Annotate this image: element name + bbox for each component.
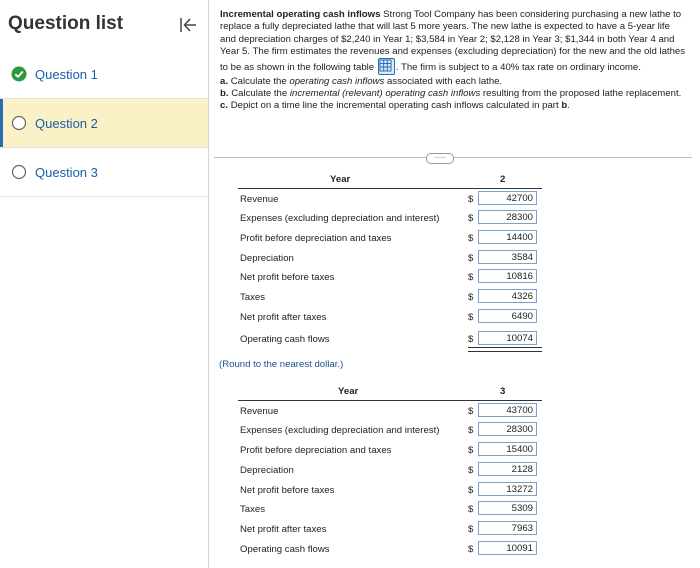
table-row: Operating cash flows $ 10091: [238, 539, 542, 558]
answer-input[interactable]: 10091: [478, 541, 537, 555]
table-row: Operating cash flows $ 10074: [238, 329, 542, 348]
answer-input[interactable]: 10074: [478, 331, 537, 345]
cash-flow-table-year-3: [238, 386, 542, 566]
data-table-icon[interactable]: [378, 58, 395, 75]
divider: [0, 196, 208, 197]
table-row: Net profit before taxes $ 13272: [238, 480, 542, 499]
question-2-item[interactable]: [0, 99, 208, 147]
part-c: c. Depict on a time line the incremental operating cash inflows calculated in part b.: [220, 100, 570, 112]
table-row: Net profit after taxes $ 7963: [238, 519, 542, 538]
answer-input[interactable]: 7963: [478, 521, 537, 535]
table-row: Net profit before taxes $ 10816: [238, 267, 542, 286]
year-label: Year: [338, 386, 359, 397]
check-icon: [11, 66, 27, 82]
table-row: Profit before depreciation and taxes $ 15400: [238, 440, 542, 459]
cash-flow-table-year-2: [238, 174, 542, 349]
part-a: a. Calculate the operating cash inflows associated with each lathe.: [220, 75, 503, 87]
expand-button[interactable]: ····: [426, 153, 454, 164]
sidebar-title: Question list: [8, 13, 124, 34]
radio-empty-icon: [11, 164, 27, 180]
answer-input[interactable]: 4326: [478, 289, 537, 303]
answer-input[interactable]: 10816: [478, 269, 537, 283]
answer-input[interactable]: 28300: [478, 422, 537, 436]
question-3-item[interactable]: [0, 148, 208, 196]
table-header: [238, 386, 542, 401]
answer-input[interactable]: 3584: [478, 250, 537, 264]
problem-intro: Strong Tool Company has been considering purchasing a new lathe to replace a fully depreciated lathe that will last 5 more years. The new lathe is expected to have a 5-year life and depreciation charges of $2,240 in Year 1; $3,584 in Year 2; $2,128 in Year 3; $1,344 in both Year 4 and Year 5. The firm estimates the revenues and expenses (excluding depreciation) for the new and the old lathes to be as shown in the following table: [220, 9, 686, 73]
answer-input[interactable]: 15400: [478, 442, 537, 456]
table-row: Expenses (excluding depreciation and interest) $ 28300: [238, 208, 542, 227]
rounding-note: (Round to the nearest dollar.): [219, 359, 344, 370]
problem-intro-after: . The firm is subject to a 40% tax rate on ordinary income.: [395, 61, 641, 73]
answer-input[interactable]: 6490: [478, 309, 537, 323]
table-header: [238, 174, 542, 189]
table-row: Taxes $ 5309: [238, 499, 542, 518]
question-3-label: Question 3: [35, 164, 98, 180]
answer-input[interactable]: 14400: [478, 230, 537, 244]
problem-title: Incremental operating cash inflows: [220, 9, 381, 20]
year-number: 3: [500, 386, 506, 397]
answer-input[interactable]: 28300: [478, 210, 537, 224]
problem-statement: [220, 9, 686, 113]
table-row: Depreciation $ 3584: [238, 248, 542, 267]
table-row: Revenue $ 42700: [238, 189, 542, 208]
answer-input[interactable]: 42700: [478, 191, 537, 205]
radio-empty-icon: [11, 115, 27, 131]
question-1-label: Question 1: [35, 66, 98, 82]
answer-input[interactable]: 5309: [478, 501, 537, 515]
question-1-item[interactable]: [0, 50, 208, 98]
question-2-label: Question 2: [35, 115, 98, 131]
table-row: Net profit after taxes $ 6490: [238, 307, 542, 326]
table-row: Expenses (excluding depreciation and interest) $ 28300: [238, 420, 542, 439]
table-row: Revenue $ 43700: [238, 401, 542, 420]
year-label: Year: [330, 174, 351, 185]
table-row: Depreciation $ 2128: [238, 460, 542, 479]
table-row: Taxes $ 4326: [238, 287, 542, 306]
table-row: Profit before depreciation and taxes $ 14400: [238, 228, 542, 247]
question-list-sidebar: [0, 0, 209, 568]
answer-input[interactable]: 43700: [478, 403, 537, 417]
part-b: b. Calculate the incremental (relevant) operating cash inflows resulting from the proposed lathe replacement.: [220, 88, 682, 100]
year-number: 2: [500, 174, 506, 185]
answer-input[interactable]: 2128: [478, 462, 537, 476]
answer-input[interactable]: 13272: [478, 482, 537, 496]
double-underline: [468, 347, 542, 352]
collapse-sidebar-icon[interactable]: [178, 15, 198, 35]
